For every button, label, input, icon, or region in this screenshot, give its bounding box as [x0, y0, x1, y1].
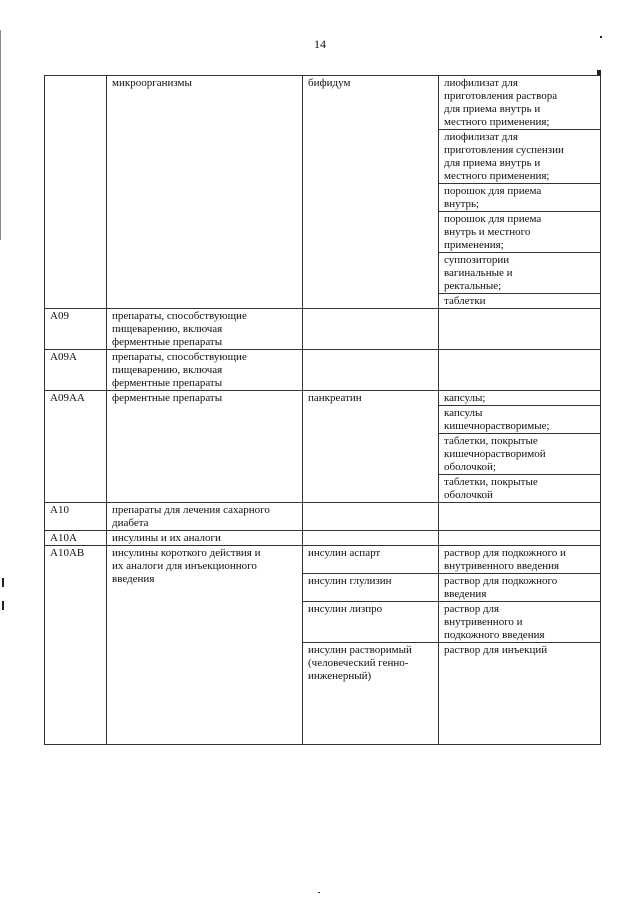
table-row — [45, 76, 601, 130]
table-row — [45, 350, 601, 391]
substance-cell — [303, 350, 439, 391]
table-row — [45, 309, 601, 350]
atc-code-cell: A10AB — [45, 546, 107, 745]
atc-group-cell: микроорганизмы — [107, 76, 303, 309]
atc-group-cell: ферментные препараты — [107, 391, 303, 503]
atc-code-cell: A10A — [45, 531, 107, 546]
substance-cell — [303, 531, 439, 546]
dosage-form-cell: капсулы кишечнорастворимые; — [439, 406, 601, 434]
table-row — [45, 391, 601, 406]
dosage-form-cell: раствор для внутривенного и подкожного введения — [439, 602, 601, 643]
dosage-form-cell: капсулы; — [439, 391, 601, 406]
dosage-form-cell: раствор для инъекций — [439, 643, 601, 745]
substance-cell — [303, 503, 439, 531]
scan-mark-left-1 — [2, 578, 4, 587]
dosage-form-cell: порошок для приема внутрь; — [439, 184, 601, 212]
atc-group-cell: препараты, способствующие пищеварению, включая ферментные препараты — [107, 350, 303, 391]
drug-table — [44, 75, 601, 745]
dosage-form-cell — [439, 531, 601, 546]
dosage-form-cell: таблетки — [439, 294, 601, 309]
substance-cell: бифидум — [303, 76, 439, 309]
atc-code-cell: A09 — [45, 309, 107, 350]
table-row — [45, 546, 601, 574]
dosage-form-cell — [439, 309, 601, 350]
substance-cell: панкреатин — [303, 391, 439, 503]
substance-cell — [303, 309, 439, 350]
atc-group-cell: препараты, способствующие пищеварению, включая ферментные препараты — [107, 309, 303, 350]
page-number: 14 — [314, 37, 326, 51]
scan-mark-bottom — [318, 892, 320, 893]
table-row — [45, 531, 601, 546]
atc-code-cell — [45, 76, 107, 309]
dosage-form-cell: порошок для приема внутрь и местного применения; — [439, 212, 601, 253]
dosage-form-cell: таблетки, покрытые кишечнорастворимой оболочкой; — [439, 434, 601, 475]
dosage-form-cell: лиофилизат для приготовления суспензии для приема внутрь и местного применения; — [439, 130, 601, 184]
atc-group-cell: инсулины и их аналоги — [107, 531, 303, 546]
atc-group-cell: препараты для лечения сахарного диабета — [107, 503, 303, 531]
table-row — [45, 503, 601, 531]
substance-cell: инсулин лизпро — [303, 602, 439, 643]
dosage-form-cell: суппозитории вагинальные и ректальные; — [439, 253, 601, 294]
atc-code-cell: A10 — [45, 503, 107, 531]
scan-mark-left-2 — [2, 601, 4, 610]
dosage-form-cell: таблетки, покрытые оболочкой — [439, 475, 601, 503]
dosage-form-cell — [439, 350, 601, 391]
scan-mark-top-right — [600, 36, 602, 38]
dosage-form-cell — [439, 503, 601, 531]
atc-code-cell: A09A — [45, 350, 107, 391]
dosage-form-cell: раствор для подкожного и внутривенного введения — [439, 546, 601, 574]
atc-group-cell: инсулины короткого действия и их аналоги для инъекционного введения — [107, 546, 303, 745]
atc-code-cell: A09AA — [45, 391, 107, 503]
substance-cell: инсулин глулизин — [303, 574, 439, 602]
dosage-form-cell: лиофилизат для приготовления раствора для приема внутрь и местного применения; — [439, 76, 601, 130]
scan-mark-left-upper — [0, 30, 1, 240]
substance-cell: инсулин аспарт — [303, 546, 439, 574]
dosage-form-cell: раствор для подкожного введения — [439, 574, 601, 602]
substance-cell: инсулин растворимый (человеческий генно- инженерный) — [303, 643, 439, 745]
